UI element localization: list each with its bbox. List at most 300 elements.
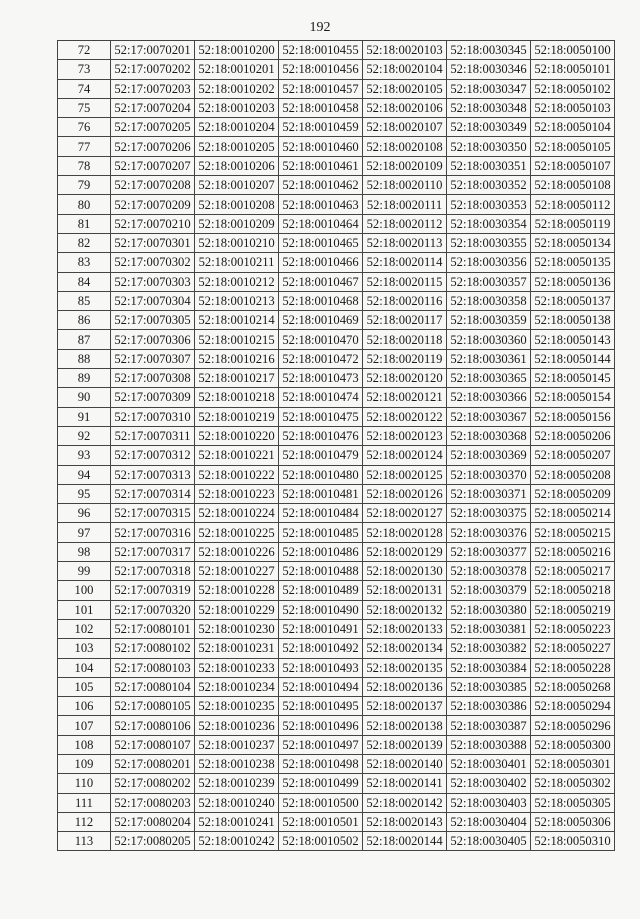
table-row [58,581,615,600]
cadastral-number-cell: 52:17:0070205 [111,118,195,137]
row-number-cell: 113 [58,832,111,851]
cadastral-number-cell: 52:18:0030355 [447,233,531,252]
cadastral-number-cell: 52:18:0030388 [447,735,531,754]
cadastral-number-cell: 52:18:0050294 [531,697,615,716]
cadastral-number-cell: 52:18:0010202 [195,79,279,98]
cadastral-number-cell: 52:18:0010215 [195,330,279,349]
cadastral-number-cell: 52:18:0010224 [195,504,279,523]
cadastral-number-cell: 52:18:0010213 [195,291,279,310]
cadastral-number-cell: 52:17:0080101 [111,619,195,638]
cadastral-number-cell: 52:18:0020104 [363,60,447,79]
table-row [58,562,615,581]
row-number-cell: 83 [58,253,111,272]
cadastral-number-cell: 52:18:0020134 [363,639,447,658]
cadastral-number-cell: 52:17:0070310 [111,407,195,426]
cadastral-number-cell: 52:17:0070307 [111,349,195,368]
cadastral-number-cell: 52:18:0010464 [279,214,363,233]
cadastral-number-cell: 52:18:0050101 [531,60,615,79]
cadastral-number-cell: 52:18:0030358 [447,291,531,310]
cadastral-number-cell: 52:18:0020139 [363,735,447,754]
table-row [58,658,615,677]
cadastral-number-cell: 52:18:0030365 [447,369,531,388]
cadastral-number-cell: 52:18:0030367 [447,407,531,426]
row-number-cell: 89 [58,369,111,388]
table-row [58,195,615,214]
cadastral-number-cell: 52:17:0070313 [111,465,195,484]
table-row [58,812,615,831]
table-row [58,253,615,272]
cadastral-number-cell: 52:18:0030386 [447,697,531,716]
cadastral-number-cell: 52:18:0010493 [279,658,363,677]
cadastral-number-cell: 52:18:0050134 [531,233,615,252]
row-number-cell: 87 [58,330,111,349]
cadastral-number-cell: 52:18:0050104 [531,118,615,137]
cadastral-number-cell: 52:18:0020117 [363,311,447,330]
cadastral-number-cell: 52:17:0080203 [111,793,195,812]
row-number-cell: 107 [58,716,111,735]
cadastral-number-cell: 52:18:0020107 [363,118,447,137]
cadastral-number-cell: 52:18:0010479 [279,446,363,465]
cadastral-number-cell: 52:18:0030380 [447,600,531,619]
cadastral-number-cell: 52:18:0010231 [195,639,279,658]
table-row [58,137,615,156]
table-row [58,716,615,735]
table-body [58,41,615,851]
cadastral-number-cell: 52:18:0010242 [195,832,279,851]
cadastral-number-cell: 52:18:0030346 [447,60,531,79]
table-row [58,832,615,851]
cadastral-number-cell: 52:18:0050136 [531,272,615,291]
cadastral-number-cell: 52:18:0030345 [447,41,531,60]
cadastral-number-cell: 52:18:0020108 [363,137,447,156]
row-number-cell: 78 [58,156,111,175]
cadastral-number-cell: 52:17:0070302 [111,253,195,272]
cadastral-number-cell: 52:18:0050112 [531,195,615,214]
table-row [58,465,615,484]
cadastral-number-cell: 52:18:0050228 [531,658,615,677]
cadastral-number-cell: 52:18:0030366 [447,388,531,407]
cadastral-number-cell: 52:18:0010469 [279,311,363,330]
cadastral-number-cell: 52:18:0010489 [279,581,363,600]
cadastral-number-cell: 52:18:0030385 [447,677,531,696]
cadastral-number-cell: 52:17:0080106 [111,716,195,735]
cadastral-number-cell: 52:18:0010491 [279,619,363,638]
cadastral-number-cell: 52:18:0050145 [531,369,615,388]
cadastral-number-cell: 52:18:0010223 [195,484,279,503]
cadastral-number-cell: 52:18:0050156 [531,407,615,426]
cadastral-number-cell: 52:17:0070305 [111,311,195,330]
table-row [58,41,615,60]
row-number-cell: 95 [58,484,111,503]
cadastral-number-cell: 52:18:0010472 [279,349,363,368]
cadastral-number-cell: 52:18:0010497 [279,735,363,754]
cadastral-number-cell: 52:18:0050218 [531,581,615,600]
cadastral-number-cell: 52:17:0070301 [111,233,195,252]
cadastral-number-cell: 52:18:0010229 [195,600,279,619]
cadastral-number-cell: 52:18:0030403 [447,793,531,812]
cadastral-number-cell: 52:17:0070207 [111,156,195,175]
table-row [58,407,615,426]
cadastral-number-cell: 52:18:0010217 [195,369,279,388]
cadastral-number-cell: 52:18:0010221 [195,446,279,465]
cadastral-number-cell: 52:18:0020129 [363,542,447,561]
table-row [58,426,615,445]
cadastral-number-cell: 52:18:0010457 [279,79,363,98]
cadastral-number-cell: 52:18:0020119 [363,349,447,368]
cadastral-number-cell: 52:18:0020127 [363,504,447,523]
cadastral-number-cell: 52:18:0010240 [195,793,279,812]
cadastral-number-cell: 52:18:0050108 [531,176,615,195]
cadastral-number-cell: 52:18:0030379 [447,581,531,600]
row-number-cell: 72 [58,41,111,60]
cadastral-number-cell: 52:18:0050135 [531,253,615,272]
cadastral-number-cell: 52:18:0030378 [447,562,531,581]
cadastral-number-cell: 52:18:0010225 [195,523,279,542]
row-number-cell: 74 [58,79,111,98]
row-number-cell: 85 [58,291,111,310]
cadastral-number-cell: 52:17:0070315 [111,504,195,523]
cadastral-number-cell: 52:18:0050103 [531,98,615,117]
cadastral-number-cell: 52:18:0050296 [531,716,615,735]
table-row [58,291,615,310]
cadastral-number-cell: 52:17:0080202 [111,774,195,793]
cadastral-number-cell: 52:18:0030377 [447,542,531,561]
cadastral-number-cell: 52:17:0070319 [111,581,195,600]
cadastral-number-cell: 52:18:0050300 [531,735,615,754]
cadastral-number-cell: 52:18:0020103 [363,41,447,60]
cadastral-number-cell: 52:18:0010468 [279,291,363,310]
cadastral-number-cell: 52:18:0010500 [279,793,363,812]
cadastral-number-cell: 52:18:0020116 [363,291,447,310]
table-row [58,272,615,291]
cadastral-number-cell: 52:18:0050302 [531,774,615,793]
cadastral-number-cell: 52:18:0010501 [279,812,363,831]
cadastral-number-cell: 52:18:0020111 [363,195,447,214]
cadastral-number-cell: 52:18:0020112 [363,214,447,233]
cadastral-number-cell: 52:17:0070202 [111,60,195,79]
table-row [58,349,615,368]
table-row [58,735,615,754]
cadastral-number-cell: 52:17:0070304 [111,291,195,310]
row-number-cell: 106 [58,697,111,716]
cadastral-number-cell: 52:18:0010467 [279,272,363,291]
cadastral-number-cell: 52:18:0030351 [447,156,531,175]
cadastral-number-cell: 52:18:0010209 [195,214,279,233]
cadastral-number-cell: 52:18:0030401 [447,754,531,773]
table-row [58,639,615,658]
cadastral-number-cell: 52:18:0010238 [195,754,279,773]
cadastral-number-cell: 52:18:0010237 [195,735,279,754]
table-row [58,774,615,793]
cadastral-number-cell: 52:18:0050310 [531,832,615,851]
cadastral-number-cell: 52:18:0050268 [531,677,615,696]
cadastral-number-cell: 52:18:0010492 [279,639,363,658]
table-row [58,446,615,465]
cadastral-number-cell: 52:18:0030405 [447,832,531,851]
cadastral-number-cell: 52:18:0030382 [447,639,531,658]
cadastral-number-cell: 52:17:0070208 [111,176,195,195]
cadastral-number-cell: 52:18:0010474 [279,388,363,407]
row-number-cell: 92 [58,426,111,445]
table-row [58,697,615,716]
cadastral-number-cell: 52:18:0020123 [363,426,447,445]
cadastral-number-cell: 52:18:0010214 [195,311,279,330]
cadastral-number-cell: 52:18:0030402 [447,774,531,793]
cadastral-number-cell: 52:18:0020132 [363,600,447,619]
cadastral-number-cell: 52:18:0010201 [195,60,279,79]
table-row [58,176,615,195]
table-row [58,233,615,252]
row-number-cell: 80 [58,195,111,214]
cadastral-number-cell: 52:18:0020125 [363,465,447,484]
cadastral-number-cell: 52:18:0030376 [447,523,531,542]
table-row [58,523,615,542]
cadastral-number-cell: 52:18:0050105 [531,137,615,156]
cadastral-number-cell: 52:18:0030356 [447,253,531,272]
cadastral-number-cell: 52:18:0020110 [363,176,447,195]
cadastral-number-cell: 52:18:0020140 [363,754,447,773]
cadastral-number-cell: 52:18:0050217 [531,562,615,581]
cadastral-number-cell: 52:18:0050219 [531,600,615,619]
cadastral-number-cell: 52:18:0010239 [195,774,279,793]
cadastral-number-cell: 52:18:0020135 [363,658,447,677]
cadastral-number-cell: 52:18:0050119 [531,214,615,233]
cadastral-number-cell: 52:18:0010227 [195,562,279,581]
cadastral-number-cell: 52:18:0050214 [531,504,615,523]
row-number-cell: 81 [58,214,111,233]
cadastral-number-cell: 52:18:0010499 [279,774,363,793]
cadastral-number-cell: 52:18:0020130 [363,562,447,581]
cadastral-number-cell: 52:17:0080204 [111,812,195,831]
table-row [58,330,615,349]
cadastral-number-cell: 52:18:0020124 [363,446,447,465]
cadastral-number-cell: 52:18:0020115 [363,272,447,291]
cadastral-number-cell: 52:18:0020143 [363,812,447,831]
row-number-cell: 98 [58,542,111,561]
page-number: 192 [309,20,331,35]
row-number-cell: 86 [58,311,111,330]
table-row [58,118,615,137]
cadastral-number-cell: 52:18:0010241 [195,812,279,831]
cadastral-number-cell: 52:17:0070320 [111,600,195,619]
row-number-cell: 75 [58,98,111,117]
cadastral-number-cell: 52:17:0070309 [111,388,195,407]
cadastral-number-cell: 52:18:0020137 [363,697,447,716]
cadastral-number-cell: 52:18:0010230 [195,619,279,638]
table-row [58,754,615,773]
cadastral-number-cell: 52:17:0070314 [111,484,195,503]
cadastral-number-cell: 52:18:0010495 [279,697,363,716]
cadastral-number-cell: 52:18:0050215 [531,523,615,542]
cadastral-number-cell: 52:18:0030384 [447,658,531,677]
cadastral-number-cell: 52:18:0020142 [363,793,447,812]
cadastral-number-cell: 52:18:0010226 [195,542,279,561]
table-row [58,369,615,388]
cadastral-number-cell: 52:18:0010456 [279,60,363,79]
row-number-cell: 77 [58,137,111,156]
row-number-cell: 82 [58,233,111,252]
cadastral-number-cell: 52:18:0050143 [531,330,615,349]
cadastral-number-cell: 52:18:0030368 [447,426,531,445]
row-number-cell: 79 [58,176,111,195]
cadastral-number-cell: 52:18:0010204 [195,118,279,137]
cadastral-number-cell: 52:18:0050208 [531,465,615,484]
cadastral-number-cell: 52:18:0010219 [195,407,279,426]
row-number-cell: 84 [58,272,111,291]
row-number-cell: 103 [58,639,111,658]
row-number-cell: 99 [58,562,111,581]
cadastral-number-cell: 52:18:0010463 [279,195,363,214]
table-row [58,214,615,233]
table-row [58,542,615,561]
cadastral-number-cell: 52:17:0080104 [111,677,195,696]
cadastral-number-cell: 52:18:0010211 [195,253,279,272]
cadastral-number-cell: 52:17:0070201 [111,41,195,60]
cadastral-number-cell: 52:17:0070209 [111,195,195,214]
table-row [58,619,615,638]
row-number-cell: 88 [58,349,111,368]
cadastral-number-cell: 52:18:0010210 [195,233,279,252]
cadastral-number-cell: 52:18:0010205 [195,137,279,156]
cadastral-number-cell: 52:18:0010496 [279,716,363,735]
cadastral-number-cell: 52:18:0050301 [531,754,615,773]
cadastral-number-cell: 52:18:0010494 [279,677,363,696]
cadastral-number-cell: 52:17:0070210 [111,214,195,233]
table-row [58,793,615,812]
cadastral-number-cell: 52:18:0030369 [447,446,531,465]
cadastral-number-cell: 52:18:0010502 [279,832,363,851]
cadastral-number-cell: 52:17:0070318 [111,562,195,581]
row-number-cell: 90 [58,388,111,407]
row-number-cell: 76 [58,118,111,137]
cadastral-number-cell: 52:18:0010462 [279,176,363,195]
cadastral-number-cell: 52:18:0030387 [447,716,531,735]
cadastral-number-cell: 52:18:0050216 [531,542,615,561]
cadastral-number-cell: 52:18:0030404 [447,812,531,831]
cadastral-number-cell: 52:18:0010207 [195,176,279,195]
cadastral-number-cell: 52:17:0080103 [111,658,195,677]
cadastral-number-cell: 52:18:0020109 [363,156,447,175]
cadastral-number-cell: 52:18:0050227 [531,639,615,658]
cadastral-number-cell: 52:18:0050138 [531,311,615,330]
cadastral-number-cell: 52:18:0030353 [447,195,531,214]
cadastral-number-cell: 52:18:0020105 [363,79,447,98]
cadastral-number-cell: 52:18:0010220 [195,426,279,445]
cadastral-number-cell: 52:18:0030348 [447,98,531,117]
row-number-cell: 102 [58,619,111,638]
cadastral-number-cell: 52:18:0010233 [195,658,279,677]
table-row [58,156,615,175]
table-row [58,484,615,503]
cadastral-number-cell: 52:18:0050206 [531,426,615,445]
cadastral-number-cell: 52:18:0030352 [447,176,531,195]
cadastral-number-cell: 52:17:0080201 [111,754,195,773]
cadastral-number-cell: 52:18:0050306 [531,812,615,831]
row-number-cell: 100 [58,581,111,600]
cadastral-number-cell: 52:18:0010458 [279,98,363,117]
cadastral-number-cell: 52:17:0070316 [111,523,195,542]
cadastral-numbers-table [57,40,615,851]
cadastral-number-cell: 52:18:0010473 [279,369,363,388]
cadastral-number-cell: 52:18:0030354 [447,214,531,233]
cadastral-number-cell: 52:18:0010476 [279,426,363,445]
row-number-cell: 91 [58,407,111,426]
cadastral-number-cell: 52:18:0050223 [531,619,615,638]
cadastral-number-cell: 52:18:0050137 [531,291,615,310]
cadastral-number-cell: 52:17:0070312 [111,446,195,465]
cadastral-number-cell: 52:18:0020122 [363,407,447,426]
cadastral-number-cell: 52:17:0070303 [111,272,195,291]
cadastral-number-cell: 52:18:0030349 [447,118,531,137]
cadastral-number-cell: 52:18:0010203 [195,98,279,117]
cadastral-number-cell: 52:18:0010480 [279,465,363,484]
cadastral-number-cell: 52:18:0020136 [363,677,447,696]
row-number-cell: 96 [58,504,111,523]
cadastral-number-cell: 52:18:0020113 [363,233,447,252]
cadastral-number-cell: 52:18:0030370 [447,465,531,484]
cadastral-number-cell: 52:18:0010486 [279,542,363,561]
cadastral-number-cell: 52:18:0010235 [195,697,279,716]
cadastral-number-cell: 52:18:0010206 [195,156,279,175]
cadastral-number-cell: 52:18:0050207 [531,446,615,465]
table-row [58,98,615,117]
table-row [58,504,615,523]
cadastral-number-cell: 52:18:0010228 [195,581,279,600]
row-number-cell: 110 [58,774,111,793]
cadastral-number-cell: 52:18:0010461 [279,156,363,175]
cadastral-number-cell: 52:18:0030350 [447,137,531,156]
cadastral-number-cell: 52:17:0080102 [111,639,195,658]
cadastral-number-cell: 52:18:0050144 [531,349,615,368]
cadastral-number-cell: 52:18:0010200 [195,41,279,60]
cadastral-number-cell: 52:18:0050100 [531,41,615,60]
cadastral-number-cell: 52:18:0010208 [195,195,279,214]
table-row [58,600,615,619]
table-row [58,388,615,407]
cadastral-number-cell: 52:18:0010236 [195,716,279,735]
cadastral-number-cell: 52:18:0050209 [531,484,615,503]
table-row [58,60,615,79]
cadastral-number-cell: 52:18:0030375 [447,504,531,523]
cadastral-number-cell: 52:17:0070317 [111,542,195,561]
cadastral-number-cell: 52:18:0030371 [447,484,531,503]
row-number-cell: 101 [58,600,111,619]
row-number-cell: 94 [58,465,111,484]
cadastral-number-cell: 52:18:0010484 [279,504,363,523]
cadastral-number-cell: 52:18:0020144 [363,832,447,851]
cadastral-number-cell: 52:18:0010465 [279,233,363,252]
cadastral-number-cell: 52:17:0070308 [111,369,195,388]
cadastral-number-cell: 52:18:0020131 [363,581,447,600]
cadastral-number-cell: 52:18:0010475 [279,407,363,426]
cadastral-number-cell: 52:18:0020118 [363,330,447,349]
cadastral-number-cell: 52:18:0050102 [531,79,615,98]
cadastral-number-cell: 52:18:0010222 [195,465,279,484]
cadastral-number-cell: 52:18:0010481 [279,484,363,503]
cadastral-number-cell: 52:18:0020141 [363,774,447,793]
cadastral-number-cell: 52:18:0020138 [363,716,447,735]
cadastral-number-cell: 52:18:0020126 [363,484,447,503]
cadastral-number-cell: 52:17:0080107 [111,735,195,754]
cadastral-number-cell: 52:18:0010485 [279,523,363,542]
cadastral-number-cell: 52:18:0020128 [363,523,447,542]
row-number-cell: 73 [58,60,111,79]
cadastral-number-cell: 52:18:0010455 [279,41,363,60]
cadastral-number-cell: 52:18:0010212 [195,272,279,291]
cadastral-number-cell: 52:17:0080205 [111,832,195,851]
row-number-cell: 105 [58,677,111,696]
cadastral-number-cell: 52:18:0010490 [279,600,363,619]
